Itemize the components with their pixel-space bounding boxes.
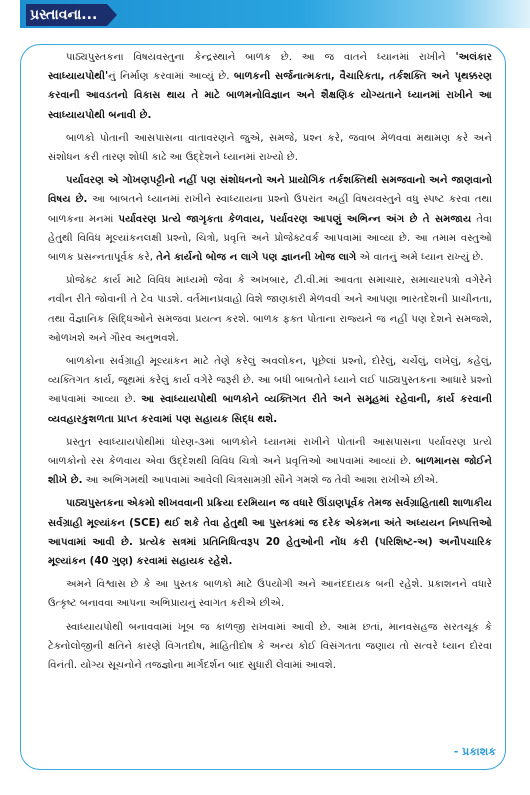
emphasis-text: પાઠ્યપુસ્તકના એકમો શીખવવાની પ્રક્રિયા દરમિયાન જ વધારે ઊંડાણપૂર્વક તેમજ સર્વગ્રાહિતાથી શાળાકીય સર્વગ્રાહી મૂલ્યાંકન (SCE) થઈ શકે તેવા હેતુથી આ પુસ્તકમાં જ દરેક એકમના અંતે અધ્યયન નિષ્પત્તિઓ આપવામાં આવી છે. પ્રત્યેક સત્રમાં પ્રતિનિધિત્વરૂપ 20 હેતુઓની નોંધ કરી (પરિશિષ્ટ-અ) અનૌપચારિક મૂલ્યાંકન (40 ગુણ) કરવામાં સહાયક રહેશે. (48, 498, 492, 568)
preface-paragraph (48, 575, 492, 613)
emphasis-text: બાળમાનસ જોઈને શીખે છે. (48, 456, 492, 487)
page-title (26, 4, 107, 26)
publisher-signature: - પ્રકાશક (453, 745, 496, 758)
header-bar (0, 0, 530, 46)
emphasis-text: પર્યાવરણ પ્રત્યે જાગૃકતા કેળવાય, પર્યાવરણ આપણું અભિન્ન અંગ છે તે સમજાય (118, 213, 472, 225)
title-arrow-shape (107, 4, 117, 26)
preface-paragraph (48, 171, 492, 267)
preface-paragraph (48, 494, 492, 571)
preface-paragraph (48, 129, 492, 167)
paragraph-text: બાળકોના સર્વગ્રાહી મૂલ્યાંકન માટે તેણે કરેલું અવલોકન, પૂછેલાં પ્રશ્નો, દોરેલું, ચર્ચેલું, લખેલું, કહેલું, વ્યક્તિગત કાર્ય, જૂથમાં કરેલું કાર્ય વગેરે જરૂરી છે. આ બધી બાબતોને ધ્યાને લઈ પાઠ્યપુસ્તકના આધારે પ્રશ્નો આપવામાં આવ્યા છે. (48, 356, 492, 406)
preface-paragraph (48, 433, 492, 491)
paragraph-text: પ્રોજેક્ટ કાર્ય માટે વિવિધ માધ્યમો જેવા કે અખબાર, ટી.વી.માં આવતા સમાચાર, સમાચારપત્રો વગેરેને નવીન રીતે જોવાની તે ટેવ પાડશે. વર્તમાનપ્રવાહો વિશે જાણકારી મેળવવી અને આપણા ભારતદેશની પ્રાચીનતા, તથા વૈજ્ઞાનિક સિદ્ધિઓને સમજવા પ્રયત્ન કરશે. બાળક ફક્ત પોતાના રાજ્યને જ નહીં પણ દેશને સમજશે, ઓળખશે અને ગૌરવ અનુભવશે. (48, 275, 492, 344)
preface-paragraph (48, 48, 492, 125)
emphasis-text: 'અલંકાર સ્વાધ્યાયપોથી' (48, 52, 492, 83)
paragraph-text: આ બાબતને ધ્યાનમાં રાખીને સ્વાધ્યાયના પ્રશ્નો ઉપરાંત અહીં વિષયવસ્તુને વધુ સ્પષ્ટ કરવા તથા બાળકના મનમાં (48, 194, 492, 225)
paragraph-text: પાઠ્યપુસ્તકના વિષયવસ્તુના કેન્દ્રસ્થાને બાળક છે. આ જ વાતને ધ્યાનમાં રાખીને (66, 52, 456, 63)
paragraph-text: પ્રસ્તુત સ્વાધ્યાયપોથીમાં ધોરણ-૩માં બાળકોને ધ્યાનમાં રાખીને પોતાની આસપાસના પર્યાવરણ પ્રત્યે બાળકોનો રસ કેળવાય એવા ઉદ્દેશથી વિવિધ ચિત્રો અને પ્રવૃત્તિઓ આપવામાં આવ્યાં છે. (48, 436, 492, 468)
paragraph-text: સ્વાધ્યાયપોથી બનાવવામાં ખૂબ જ કાળજી રાખવામાં આવી છે. આમ છતાં, માનવસહજ સરતચૂક કે ટેક્નોલોજીની ક્ષતિને કારણે વિગતદોષ, માહિતીદોષ કે અન્ય કોઈ વિસંગતતા જણાય તો સત્વરે ધ્યાન દોરવા વિનંતી. યોગ્ય સૂચનોને તજજ્ઞોના માર્ગદર્શન બાદ સુધારી લેવામાં આવશે. (48, 621, 492, 672)
preface-paragraph (48, 271, 492, 348)
paragraph-text: નું નિર્માણ કરવામાં આવ્યું છે. (108, 71, 234, 83)
emphasis-text: બાળકની સર્જનાત્મકતા, વૈચારિકતા, તર્કશક્તિ અને પૃથક્કરણ કરવાની આવડતનો વિકાસ થાય તે માટે બાળમનોવિજ્ઞાન અને શૈક્ષણિક યોગ્યતાને ધ્યાનમાં રાખીને આ સ્વાધ્યાયપોથી બનાવી છે. (48, 71, 492, 121)
emphasis-text: આ સ્વાધ્યાયપોથી બાળકોને વ્યક્તિગત રીતે અને સમૂહમાં રહેવાની, કાર્ય કરવાની વ્યવહારકુશળતા પ્રાપ્ત કરવામાં પણ સહાયક સિદ્ધ થશે. (48, 394, 493, 425)
paragraph-text: આ અભિગમથી આપવામાં આવેલી ચિત્રસામગ્રી સૌને ગમશે જ તેવી આશા રાખીએ છીએ. (82, 475, 439, 487)
preface-paragraph (48, 618, 492, 676)
paragraph-text: એ વાતનું અમે ધ્યાન રાખ્યું છે. (356, 252, 484, 264)
paragraph-text: અમને વિશ્વાસ છે કે આ પુસ્તક બાળકો માટે ઉપયોગી અને આનંદદાયક બની રહેશે. પ્રકાશનને વધારે ઉત્કૃષ્ટ બનાવવા આપના અભિપ્રાયનું સ્વાગત કરીએ છીએ. (48, 579, 492, 610)
emphasis-text: પર્યાવરણ એ ગોખણપટ્ટીનો નહીં પણ સંશોધનનો અને પ્રાયોગિક તર્કશક્તિથી સમજવાનો અને જાણવાનો વિષય છે. (48, 175, 492, 206)
emphasis-text: તેને કાર્યનો બોજ ન લાગે પણ જ્ઞાનની ખોજ લાગે (156, 252, 357, 264)
paragraph-text: તેવા હેતુથી વિવિધ મૂલ્યાંકનલક્ષી પ્રશ્નો, ચિત્રો, પ્રવૃત્તિ અને પ્રોજેક્ટવર્ક આપવામાં આવ્યા છે. આ તમામ વસ્તુઓ બાળક પ્રસન્નતાપૂર્વક કરે, (48, 213, 492, 264)
preface-paragraph (48, 352, 492, 429)
paragraph-text: બાળકો પોતાની આસપાસના વાતાવરણને જુએ, સમજે, પ્રશ્ન કરે, જવાબ મેળવવા મથામણ કરે અને સંશોધન કરી તારણ શોધી કાઢે આ ઉદ્દેશને ધ્યાનમાં રાખ્યો છે. (48, 132, 492, 164)
page-title-text: પ્રસ્તાવના... (30, 7, 98, 23)
preface-body (48, 48, 492, 679)
